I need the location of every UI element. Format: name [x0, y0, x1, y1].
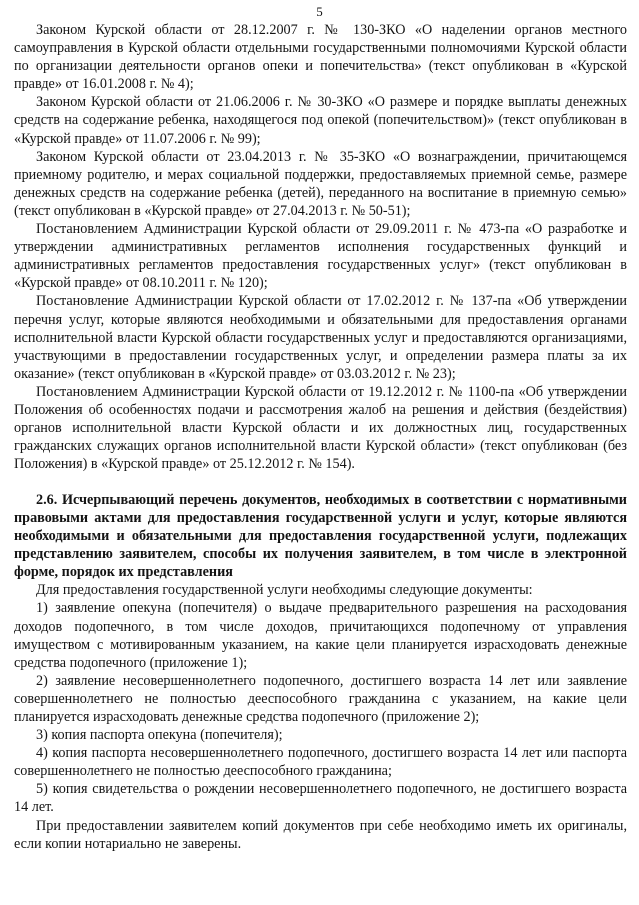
section-heading-2-6: 2.6. Исчерпывающий перечень документов, необходимых в соответствии с нормативными правовыми актами для предоставления государственной услуги и услуг, которые являются необходимыми и обязательными для предоставления государственной услуги, подлежащих представлению заявителем, способы их получения заявителем, в том числе в электронной форме, порядок их представления	[14, 492, 627, 581]
document-item-3: 3) копия паспорта опекуна (попечителя);	[36, 727, 283, 744]
section-spacer	[14, 473, 627, 491]
paragraph-law-35-zko: Законом Курской области от 23.04.2013 г. № 35-ЗКО «О вознаграждении, причитающемся приемному родителю, и мерах социальной поддержки, предоставляемых приемной семье, размере денежных средств на содержание ребенка (детей), переданного на воспитание в приемную семью» (текст опубликован в «Курской правде» от 27.04.2013 г. № 50-51);	[14, 148, 627, 219]
paragraph-resolution-473-pa: Постановлением Администрации Курской области от 29.09.2011 г. № 473-па «О разработке и утверждении административных регламентов исполнения государственных функций и административных регламентов предоставления государственных услуг» (текст опубликован в «Курской правде» от 08.10.2011 г. № 120);	[14, 221, 627, 292]
document-item-1: 1) заявление опекуна (попечителя) о выдаче предварительного разрешения на расходования доходов подопечного, в том числе доходов, причитающихся подопечному от управления имуществом с мотивированным указанием, на какие цели планируется израсходовать денежные средства подопечного (приложение 1);	[14, 600, 627, 671]
document-body	[14, 21, 627, 853]
documents-intro: Для предоставления государственной услуги необходимы следующие документы:	[36, 582, 533, 599]
paragraph-resolution-1100-pa: Постановлением Администрации Курской области от 19.12.2012 г. № 1100-па «Об утверждении Положения об особенностях подачи и рассмотрения жалоб на решения и действия (бездействия) органов исполнительной власти Курской области и их должностных лиц, государственных гражданских служащих органов исполнительной власти Курской области» (текст опубликован (без Положения) в «Курской правде» от 25.12.2012 г. № 154).	[14, 383, 627, 473]
page-number: 5	[316, 4, 323, 19]
paragraph-resolution-137-pa: Постановление Администрации Курской области от 17.02.2012 г. № 137-па «Об утверждении перечня услуг, которые являются необходимыми и обязательными для предоставления органами исполнительной власти Курской области государственных услуг и предоставляются организациями, участвующими в предоставлении государственных услуг, и определении размера платы за их оказание» (текст опубликован в «Курской правде» от 03.03.2012 г. № 23);	[14, 293, 627, 382]
document-item-4: 4) копия паспорта несовершеннолетнего подопечного, достигшего возраста 14 лет или паспорта совершеннолетнего не полностью дееспособного гражданина;	[14, 745, 627, 780]
paragraph-law-30-zko: Законом Курской области от 21.06.2006 г. № 30-ЗКО «О размере и порядке выплаты денежных средств на содержание ребенка, находящегося под опекой (попечительством)» (текст опубликован в «Курской правде» от 11.07.2006 г. № 99);	[14, 94, 627, 147]
document-item-2: 2) заявление несовершеннолетнего подопечного, достигшего возраста 14 лет или заявление совершеннолетнего не полностью дееспособного гражданина с указанием, на какие цели планируется израсходовать денежные средства подопечного (приложение 2);	[14, 672, 627, 725]
paragraph-law-130-zko: Законом Курской области от 28.12.2007 г. № 130-ЗКО «О наделении органов местного самоуправления в Курской области отдельными государственными полномочиями Курской области по организации деятельности органов опеки и попечительства» (текст опубликован в «Курской правде» от 16.01.2008 г. № 4);	[14, 22, 627, 93]
document-item-5: 5) копия свидетельства о рождении несовершеннолетнего подопечного, не достигшего возраста 14 лет.	[14, 781, 627, 816]
originals-note: При предоставлении заявителем копий документов при себе необходимо иметь их оригиналы, если копии нотариально не заверены.	[14, 817, 627, 852]
